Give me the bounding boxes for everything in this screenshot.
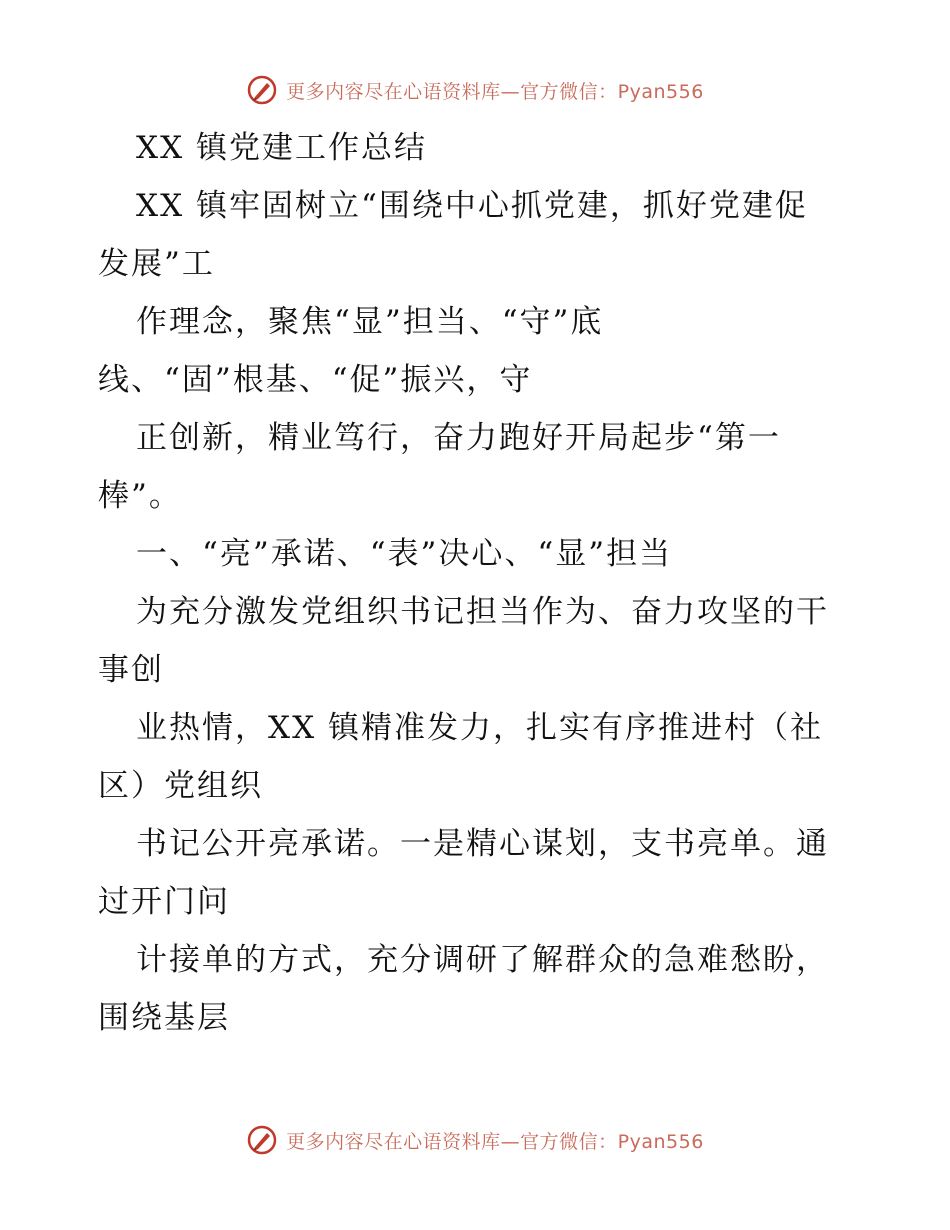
paragraph-line: 正创新，精业笃行，奋力跑好开局起步“第一 <box>136 420 781 456</box>
paragraph-line: 线、“固”根基、“促”振兴，守 <box>98 362 533 398</box>
paragraph-line: 业热情，XX 镇精准发力，扎实有序推进村（社 <box>136 710 823 746</box>
paragraph-line: 事创 <box>98 652 164 688</box>
paragraph-line: 计接单的方式，充分调研了解群众的急难愁盼， <box>136 942 829 978</box>
paragraph-line: 围绕基层 <box>98 1000 230 1036</box>
section-heading: 一、“亮”承诺、“表”决心、“显”担当 <box>136 536 673 572</box>
paragraph-line: 棒”。 <box>98 478 182 514</box>
paragraph-line: 为充分激发党组织书记担当作为、奋力攻坚的干 <box>136 594 829 630</box>
paragraph-line: 书记公开亮承诺。一是精心谋划，支书亮单。通 <box>136 826 829 862</box>
watermark-text: 更多内容尽在心语资料库—官方微信：Pyan556 <box>286 80 704 103</box>
paragraph-line: 过开门问 <box>98 884 230 920</box>
paragraph-line: 发展”工 <box>98 246 215 282</box>
pen-in-circle-icon <box>246 74 278 106</box>
paragraph-line: 作理念，聚焦“显”担当、“守”底 <box>136 304 604 340</box>
paragraph-line: 区）党组织 <box>98 768 263 804</box>
header-watermark <box>0 72 950 108</box>
watermark-text: 更多内容尽在心语资料库—官方微信：Pyan556 <box>286 1130 704 1153</box>
document-title: XX 镇党建工作总结 <box>136 130 427 166</box>
pen-in-circle-icon <box>246 1124 278 1156</box>
footer-watermark <box>0 1122 950 1158</box>
paragraph-line: XX 镇牢固树立“围绕中心抓党建，抓好党建促 <box>136 188 808 224</box>
